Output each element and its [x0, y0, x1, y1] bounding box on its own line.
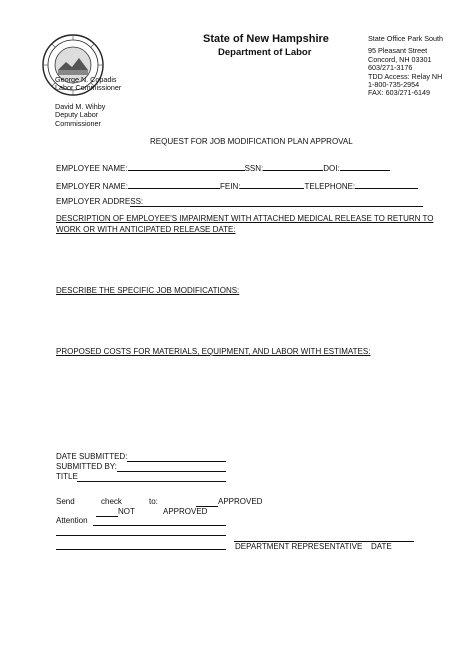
commissioner-line: George N. Copadis: [55, 75, 117, 84]
form-title: REQUEST FOR JOB MODIFICATION PLAN APPROVAL: [150, 137, 353, 146]
department-representative-label: DEPARTMENT REPRESENTATIVE: [235, 542, 363, 551]
not-approved-checkbox-line[interactable]: [96, 516, 118, 517]
state-name: State of New Hampshire: [203, 33, 329, 45]
to-label: to:: [149, 497, 158, 506]
employer-address-field[interactable]: [130, 206, 423, 207]
submitted-by-field[interactable]: [117, 471, 226, 472]
telephone-label: TELEPHONE:: [304, 182, 356, 191]
modifications-heading: DESCRIBE THE SPECIFIC JOB MODIFICATIONS:: [56, 286, 240, 295]
not-label: NOT: [118, 507, 135, 516]
employee-row: [56, 162, 390, 173]
employee-name-label: EMPLOYEE NAME:: [56, 164, 128, 173]
address-block: [368, 35, 443, 98]
department-name: Department of Labor: [218, 47, 312, 58]
commissioner-block: [55, 76, 121, 93]
approved-label: APPROVED: [218, 497, 263, 506]
submitted-by-label: SUBMITTED BY:: [56, 462, 117, 471]
fein-field[interactable]: [240, 180, 304, 189]
address-line: 95 Pleasant Street: [368, 46, 428, 56]
costs-heading: PROPOSED COSTS FOR MATERIALS, EQUIPMENT, AND LABOR WITH ESTIMATES:: [56, 347, 371, 356]
deputy-line: Deputy Labor: [55, 110, 99, 120]
deputy-line: Commissioner: [55, 118, 101, 128]
title-label: TITLE: [56, 472, 78, 481]
ssn-field[interactable]: [263, 162, 323, 171]
attention-field[interactable]: [93, 525, 226, 526]
signature-line[interactable]: [56, 549, 226, 550]
ssn-label: SSN:: [244, 164, 264, 173]
telephone-field[interactable]: [355, 180, 418, 189]
employer-address-label: EMPLOYER ADDRESS:: [56, 197, 144, 206]
doi-field[interactable]: [340, 162, 390, 171]
employer-name-label: EMPLOYER NAME:: [56, 182, 129, 191]
doi-label: DOI:: [323, 164, 340, 173]
approved-label-2: APPROVED: [163, 507, 208, 516]
address-line: State Office Park South: [368, 34, 443, 43]
employer-name-field[interactable]: [128, 180, 220, 189]
description-heading-line-1: DESCRIPTION OF EMPLOYEE'S IMPAIRMENT WITH ATTACHED MEDICAL RELEASE TO RETURN TO: [56, 214, 434, 223]
deputy-line: David M. Wihby: [55, 102, 106, 111]
address-line: 603/271-3176: [368, 63, 413, 73]
employer-row: [56, 180, 418, 191]
date-submitted-label: DATE SUBMITTED:: [56, 452, 128, 461]
address-line: TDD Access: Relay NH: [368, 71, 443, 81]
date-label: DATE: [371, 542, 392, 551]
commissioner-line: Labor Commissioner: [55, 83, 122, 93]
attention-label: Attention: [56, 516, 88, 525]
signature-line[interactable]: [56, 535, 226, 536]
title-field[interactable]: [77, 481, 226, 482]
date-submitted-field[interactable]: [127, 461, 226, 462]
description-heading-line-2: WORK OR WITH ANTICIPATED RELEASE DATE:: [56, 225, 236, 234]
fein-label: FEIN:: [220, 182, 241, 191]
address-line: Concord, NH 03301: [368, 54, 432, 64]
address-line: FAX: 603/271-6149: [368, 88, 430, 98]
send-label: Send: [56, 497, 75, 506]
check-label: check: [101, 497, 122, 506]
deputy-block: [55, 103, 105, 128]
address-line: 1-800-735-2954: [368, 80, 420, 90]
employee-name-field[interactable]: [128, 162, 245, 171]
